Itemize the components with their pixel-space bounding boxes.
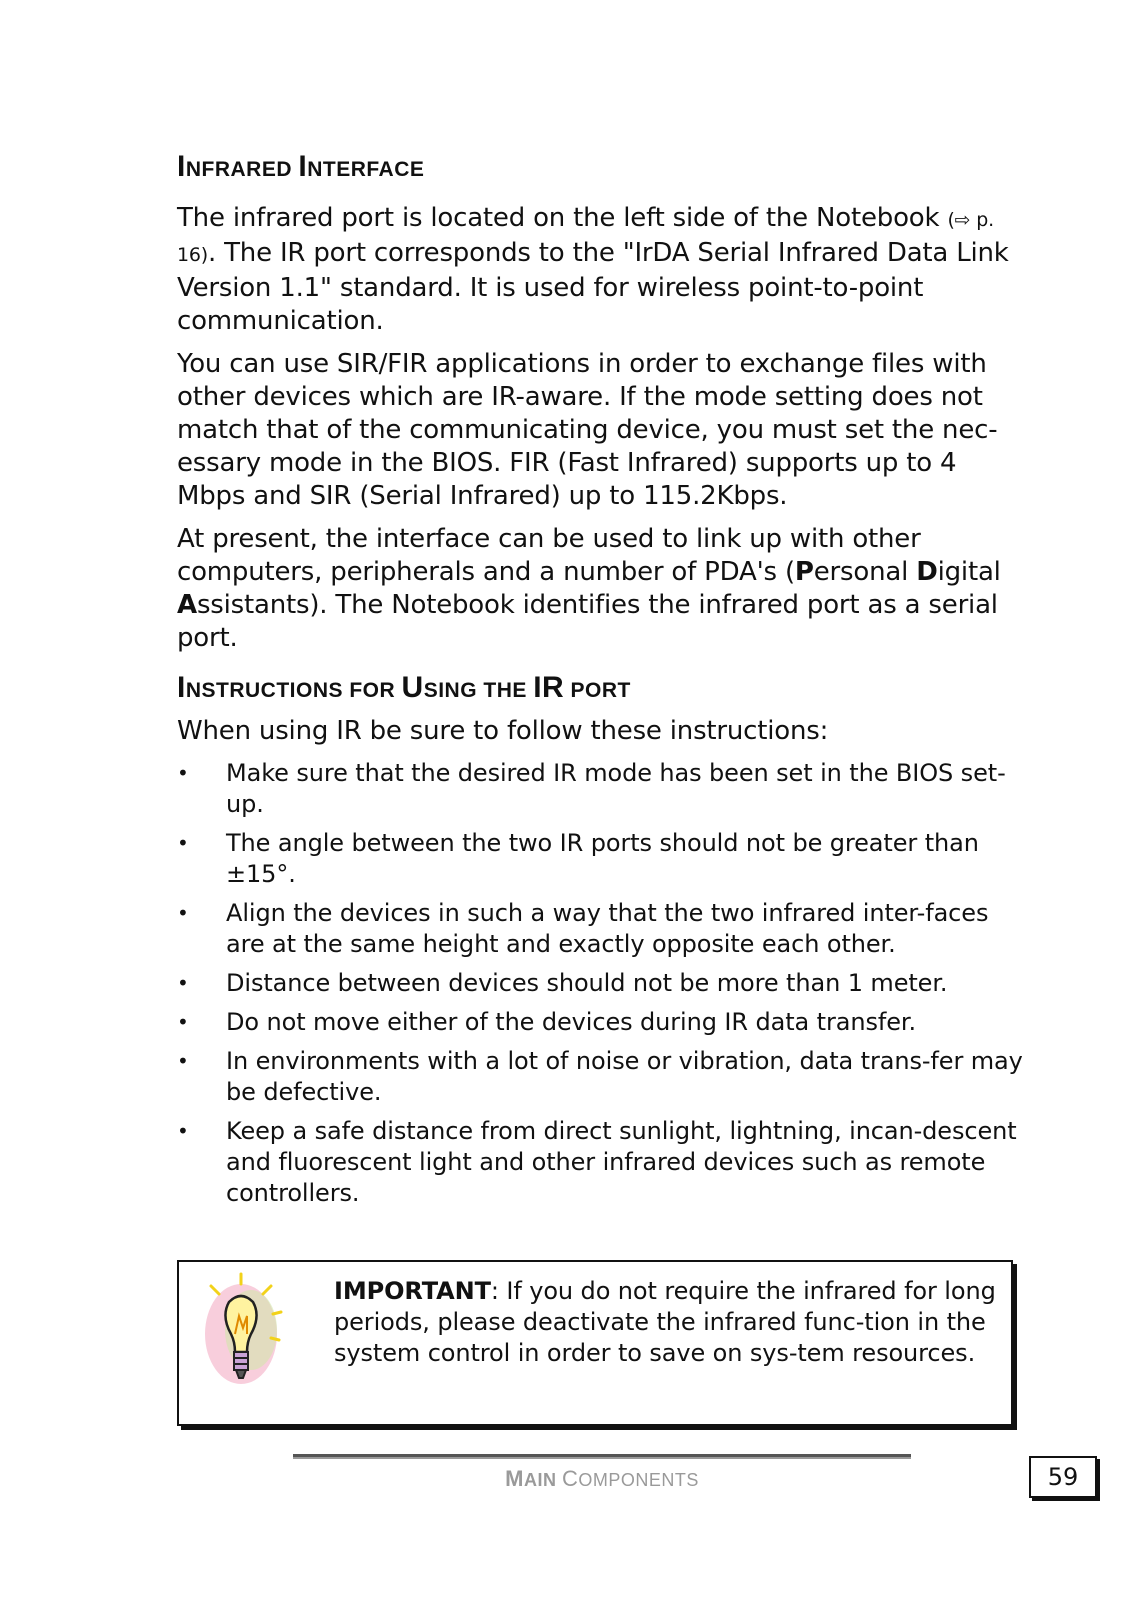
bullet-icon: • — [177, 1119, 189, 1143]
list-item: • Align the devices in such a way that the two infrared inter-faces are at the same height and exactly opposite each other. — [177, 899, 989, 958]
page-reference: (⇨ p. 16) — [177, 209, 994, 266]
footer-section-title: MAIN COMPONENTS — [505, 1466, 699, 1491]
list-item: • Distance between devices should not be more than 1 meter. — [177, 969, 948, 997]
footer-divider — [293, 1454, 911, 1459]
bullet-icon: • — [177, 831, 189, 855]
bullet-icon: • — [177, 1010, 189, 1034]
section-heading-instructions: INSTRUCTIONS FOR USING THE IR PORT — [177, 671, 631, 704]
list-item: • Do not move either of the devices during IR data transfer. — [177, 1008, 916, 1036]
bullet-icon: • — [177, 761, 189, 785]
list-item: • Make sure that the desired IR mode has been set in the BIOS set-up. — [177, 759, 1006, 818]
instructions-list — [177, 758, 1027, 1209]
bullet-icon: • — [177, 971, 189, 995]
lightbulb-icon — [191, 1272, 291, 1402]
arrow-right-icon: ⇨ — [954, 209, 971, 231]
list-item: • The angle between the two IR ports should not be greater than ±15°. — [177, 829, 979, 888]
page-number: 59 — [1029, 1456, 1097, 1498]
section-heading-infrared-interface: INFRARED INTERFACE — [177, 150, 425, 183]
bullet-icon: • — [177, 1049, 189, 1073]
bullet-icon: • — [177, 901, 189, 925]
paragraph-link-up: At present, the interface can be used to link up with other computers, peripherals and a number of PDA's (Personal Digital Assistants). The Notebook identifies the infrared port as a serial port. — [177, 524, 1001, 653]
paragraph-sir-fir: You can use SIR/FIR applications in order to exchange files with other devices which are IR-aware. If the mode setting does not match that of the communicating device, you must set the nec-essary mode in the BIOS. FIR (Fast Infrared) supports up to 4 Mbps and SIR (Serial Infrared) up to 115.2Kbps. — [177, 349, 998, 511]
important-label: IMPORTANT — [334, 1277, 491, 1305]
paragraph-infrared-port: The infrared port is located on the left side of the Notebook (⇨ p. 16). The IR port corresponds to the "IrDA Serial Infrared Data Link Version 1.1" standard. It is used for wireless point-to-point communication. — [177, 203, 1009, 336]
list-item: • Keep a safe distance from direct sunlight, lightning, incan-descent and fluorescent light and other infrared devices such as remote controllers. — [177, 1117, 1017, 1207]
list-item: • In environments with a lot of noise or vibration, data trans-fer may be defective. — [177, 1047, 1023, 1106]
important-note-text: IMPORTANT: If you do not require the infrared for long periods, please deactivate the infrared func-tion in the system control in order to save on sys-tem resources. — [334, 1277, 996, 1367]
page-content — [177, 150, 1027, 1217]
instructions-intro: When using IR be sure to follow these instructions: — [177, 716, 829, 746]
important-note-box — [177, 1260, 1013, 1426]
